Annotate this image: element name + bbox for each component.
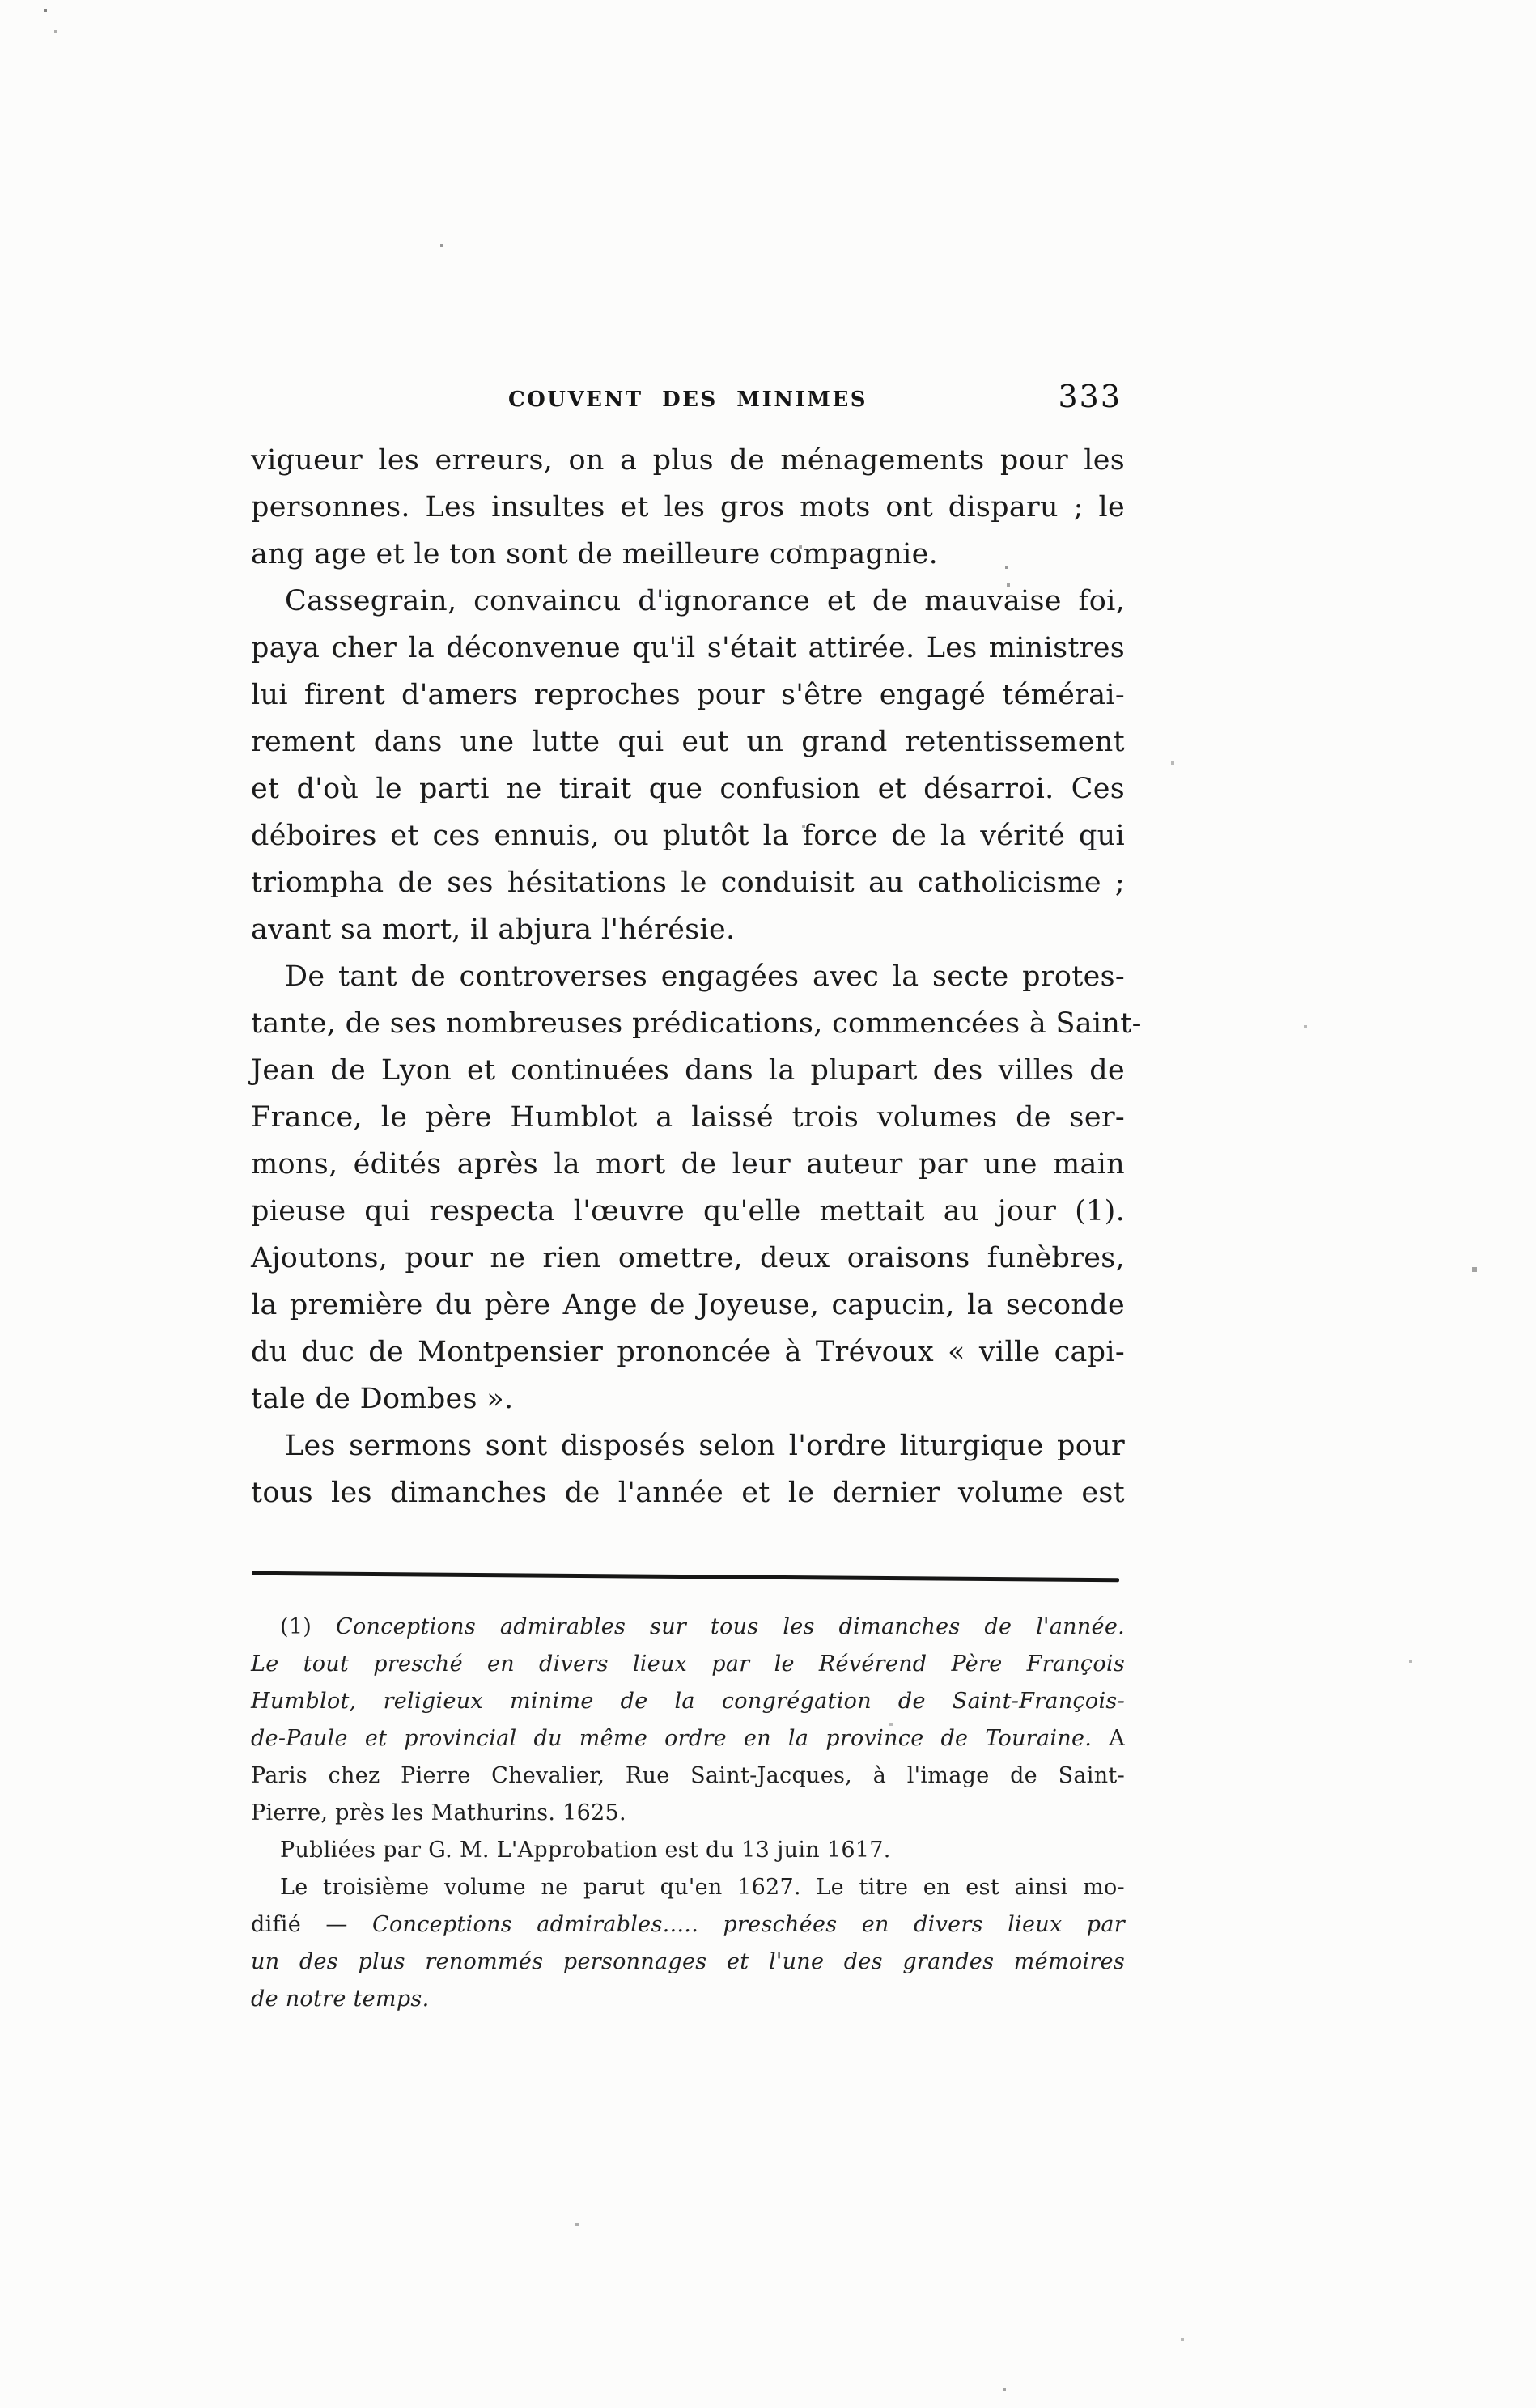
footnote-line bbox=[251, 1981, 1125, 2018]
text-segment: Conceptions admirables sur tous les dimanches de l'année. bbox=[336, 1614, 1125, 1639]
footnote-line bbox=[251, 1720, 1125, 1757]
body-line bbox=[251, 1235, 1125, 1282]
text-segment: rement dans une lutte qui eut un grand retentissement bbox=[251, 726, 1125, 758]
text-segment: de notre temps. bbox=[251, 1986, 430, 2012]
page-number: 333 bbox=[1058, 379, 1122, 414]
footnote-line bbox=[251, 1646, 1125, 1683]
text-segment: paya cher la déconvenue qu'il s'était attirée. Les ministres bbox=[251, 632, 1125, 664]
running-title: COUVENT DES MINIMES bbox=[507, 388, 868, 412]
text-segment: tante, de ses nombreuses prédications, commencées à Saint- bbox=[251, 1007, 1142, 1040]
footnote-line bbox=[251, 1944, 1125, 1981]
text-segment: Les sermons sont disposés selon l'ordre liturgique pour bbox=[285, 1430, 1125, 1462]
text-segment: tale de Dombes ». bbox=[251, 1383, 514, 1415]
text-segment: mons, édités après la mort de leur auteur par une main bbox=[251, 1148, 1125, 1181]
body-line bbox=[251, 1329, 1125, 1376]
text-segment: la première du père Ange de Joyeuse, capucin, la seconde bbox=[251, 1289, 1125, 1321]
body-line bbox=[251, 953, 1125, 1000]
footnote-line bbox=[251, 1795, 1125, 1832]
body-line bbox=[251, 437, 1125, 484]
text-segment: déboires et ces ennuis, ou plutôt la force de la vérité qui bbox=[251, 820, 1125, 852]
text-segment: un des plus renommés personnages et l'une des grandes mémoires bbox=[251, 1949, 1125, 1974]
body-line bbox=[251, 531, 1125, 578]
text-segment: lui firent d'amers reproches pour s'être engagé témérai- bbox=[251, 679, 1125, 711]
text-segment: ang age et le ton sont de meilleure compagnie. bbox=[251, 538, 939, 570]
footnote-line bbox=[251, 1609, 1125, 1646]
body-line bbox=[251, 1376, 1125, 1422]
text-segment: vigueur les erreurs, on a plus de ménagements pour les bbox=[251, 444, 1125, 477]
text-segment: personnes. Les insultes et les gros mots ont disparu ; le bbox=[251, 491, 1125, 524]
text-segment: du duc de Montpensier prononcée à Trévoux « ville capi- bbox=[251, 1336, 1125, 1368]
footnote-line bbox=[251, 1832, 1125, 1869]
footnote-line bbox=[251, 1757, 1125, 1795]
body-line bbox=[251, 1422, 1125, 1469]
footnote-separator-rule bbox=[252, 1571, 1119, 1582]
body-line bbox=[251, 859, 1125, 906]
body-line bbox=[251, 1047, 1125, 1094]
footnote-text bbox=[251, 1609, 1125, 2018]
text-segment: Cassegrain, convaincu d'ignorance et de mauvaise foi, bbox=[285, 585, 1125, 617]
body-line bbox=[251, 906, 1125, 953]
text-segment: France, le père Humblot a laissé trois volumes de ser- bbox=[251, 1101, 1125, 1134]
text-segment: tous les dimanches de l'année et le dernier volume est bbox=[251, 1477, 1125, 1509]
footnote-line bbox=[251, 1683, 1125, 1720]
footnote-line bbox=[251, 1906, 1125, 1944]
text-segment: Pierre, près les Mathurins. 1625. bbox=[251, 1800, 626, 1825]
text-segment: Ajoutons, pour ne rien omettre, deux oraisons funèbres, bbox=[251, 1242, 1125, 1274]
footnote-line bbox=[251, 1869, 1125, 1906]
text-segment: et d'où le parti ne tirait que confusion et désarroi. Ces bbox=[251, 773, 1125, 805]
body-line bbox=[251, 578, 1125, 625]
body-line bbox=[251, 812, 1125, 859]
text-segment: de-Paule et provincial du même ordre en la province de Touraine. bbox=[251, 1726, 1093, 1751]
text-segment: Paris chez Pierre Chevalier, Rue Saint-Jacques, à l'image de Saint- bbox=[251, 1763, 1125, 1788]
text-segment: A bbox=[1092, 1726, 1125, 1751]
body-line bbox=[251, 625, 1125, 672]
text-segment: Publiées par G. M. L'Approbation est du 13 juin 1617. bbox=[280, 1838, 891, 1863]
scan-noise-speckles bbox=[0, 0, 2, 2]
text-segment: Humblot, religieux minime de la congrégation de Saint-François- bbox=[251, 1689, 1125, 1714]
body-line bbox=[251, 484, 1125, 531]
body-line bbox=[251, 1141, 1125, 1188]
text-segment: difié — bbox=[251, 1912, 372, 1937]
text-segment: pieuse qui respecta l'œuvre qu'elle mettait au jour (1). bbox=[251, 1195, 1125, 1227]
body-line bbox=[251, 1000, 1142, 1047]
text-segment: Le tout presché en divers lieux par le Révérend Père François bbox=[251, 1651, 1125, 1677]
body-line bbox=[251, 672, 1125, 719]
body-line bbox=[251, 1469, 1125, 1516]
text-segment: De tant de controverses engagées avec la secte protes- bbox=[285, 960, 1125, 993]
body-text bbox=[251, 437, 1142, 1516]
running-header bbox=[251, 380, 1125, 419]
text-segment: avant sa mort, il abjura l'hérésie. bbox=[251, 914, 736, 946]
body-line bbox=[251, 1282, 1125, 1329]
text-segment: Conceptions admirables..... preschées en divers lieux par bbox=[371, 1912, 1125, 1937]
text-segment: triompha de ses hésitations le conduisit au catholicisme ; bbox=[251, 867, 1125, 899]
body-line bbox=[251, 719, 1125, 765]
text-segment: Jean de Lyon et continuées dans la plupart des villes de bbox=[251, 1054, 1125, 1087]
text-segment: Le troisième volume ne parut qu'en 1627. Le titre en est ainsi mo- bbox=[280, 1875, 1125, 1900]
text-segment: (1) bbox=[280, 1614, 336, 1639]
body-line bbox=[251, 765, 1125, 812]
body-line bbox=[251, 1188, 1125, 1235]
body-line bbox=[251, 1094, 1125, 1141]
